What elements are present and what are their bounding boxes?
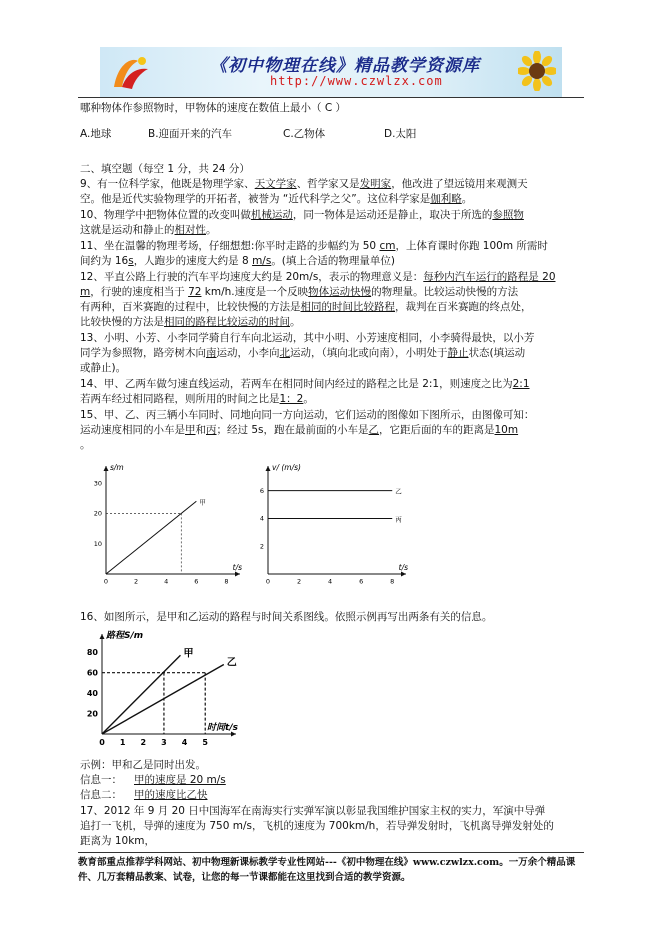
q9-answer-1: 天文学家 xyxy=(254,178,297,190)
series-label: 丙 xyxy=(395,515,402,524)
section-title: 二、填空题（每空 1 分，共 24 分） xyxy=(80,163,250,175)
y-tick-label: 40 xyxy=(86,689,98,699)
y-tick-label: 10 xyxy=(93,539,102,548)
q13-line3: 或静止)。 xyxy=(80,362,127,374)
footer-line-2: 件、几万套精品教案、试卷，让您的每一节课都能在这里找到合适的教学资源。 xyxy=(78,872,411,883)
y-axis-label: s/m xyxy=(110,463,124,472)
q10-line2: 这就是运动和静止的相对性。 xyxy=(80,224,217,236)
series-label: 甲 xyxy=(199,498,206,507)
y-tick-label: 6 xyxy=(259,486,264,495)
series-line xyxy=(106,501,196,574)
q16-info1: 信息一： 甲的速度是 20 m/s xyxy=(80,773,284,788)
x-tick-label: 3 xyxy=(161,738,167,747)
sunflower-icon xyxy=(518,51,556,91)
q15-answer-4: 10m xyxy=(494,424,519,436)
site-logo-icon xyxy=(108,53,152,93)
q15-answer-1: 甲 xyxy=(185,424,196,436)
x-tick-label: 4 xyxy=(328,577,333,586)
x-tick-label: 4 xyxy=(181,738,188,747)
q10-answer-3: 相对性 xyxy=(174,224,206,236)
series-line xyxy=(102,655,180,734)
q15-line3: 。 xyxy=(80,439,91,451)
y-tick-label: 80 xyxy=(86,648,98,658)
q9-line2: 空。他是近代实验物理学的开拓者，被誉为 “近代科学之父”。这位科学家是伽利略。 xyxy=(80,193,473,205)
q11-answer-3: m/s xyxy=(252,255,272,267)
q12-line3: 有两种，百米赛跑的过程中，比较快慢的方法是相同的时间比较路程，裁判在百米赛跑的终点处， xyxy=(80,301,532,313)
q13-answer-3: 静止 xyxy=(447,347,469,359)
q17-line1: 17、2012 年 9 月 20 日中国海军在南海实行实弹军演以彰显我国维护国家主权的实力，军演中导弹 xyxy=(80,805,546,817)
y-axis-arrow-icon xyxy=(104,466,109,471)
q12-answer-3: 物体运动快慢 xyxy=(308,286,372,298)
q12-answer-2: 72 xyxy=(188,286,202,298)
y-axis-label: 路程S/m xyxy=(106,631,144,641)
q12-line1: 12、平直公路上行驶的汽车平均速度大约是 20m/s，表示的物理意义是：每秒内汽车运行的路程是 20 xyxy=(80,271,556,283)
q16-info2: 信息二： 甲的速度比乙快 xyxy=(80,788,309,803)
x-axis-label: 时间t/s xyxy=(207,723,238,733)
series-label: 甲 xyxy=(183,648,194,660)
q16-example: 示例：甲和乙是同时出发。 xyxy=(80,759,206,771)
x-tick-label: 4 xyxy=(164,577,169,586)
q14-answer-2: 1：2 xyxy=(279,393,304,405)
x-tick-label: 8 xyxy=(224,577,229,586)
x-tick-label: 0 xyxy=(103,577,109,586)
x-tick-label: 2 xyxy=(140,738,147,747)
q12-answer-4: 相同的时间比较路程 xyxy=(300,301,395,313)
footer-rule xyxy=(78,852,584,853)
q9-line1: 9、有一位科学家，他既是物理学家、天文学家、哲学家又是发明家，他改进了望远镜用来观测天 xyxy=(80,178,528,190)
y-axis-label: v/ (m/s) xyxy=(272,463,301,472)
y-tick-label: 4 xyxy=(259,514,264,523)
q14-line2: 若两车经过相同路程，则所用的时间之比是1：2。 xyxy=(80,393,314,405)
q11-answer-2: s xyxy=(128,255,134,267)
x-tick-label: 0 xyxy=(99,738,105,747)
y-axis-arrow-icon xyxy=(100,634,105,639)
x-tick-label: 2 xyxy=(134,577,139,586)
x-axis-arrow-icon xyxy=(401,572,406,577)
q9-answer-3: 伽利略 xyxy=(430,193,462,205)
y-tick-label: 30 xyxy=(93,479,102,488)
series-label: 乙 xyxy=(226,657,237,669)
q17-line3: 距离为 10km， xyxy=(80,835,156,847)
x-tick-label: 8 xyxy=(390,577,395,586)
q15-line1: 15、甲、乙、丙三辆小车同时、同地向同一方向运动，它们运动的图像如下图所示，由图像可知： xyxy=(80,409,535,421)
y-tick-label: 60 xyxy=(86,668,98,678)
q13-answer-2: 北 xyxy=(279,347,290,359)
q8-stem: 哪种物体作参照物时，甲物体的速度在数值上最小（ C ） xyxy=(80,102,347,114)
chart-v-t-yi-bing xyxy=(248,458,416,586)
q9-answer-2: 发明家 xyxy=(359,178,392,190)
q16-line1: 16、如图所示，是甲和乙运动的路程与时间关系图线。依照示例再写出两条有关的信息。 xyxy=(80,611,493,623)
q8-option-c: C.乙物体 xyxy=(283,128,326,140)
x-tick-label: 2 xyxy=(296,577,302,586)
banner-url[interactable]: http://www.czwlzx.com xyxy=(270,74,443,88)
x-tick-label: 5 xyxy=(202,738,209,747)
q10-answer-1: 机械运动 xyxy=(250,209,293,221)
y-tick-label: 20 xyxy=(93,509,102,518)
q16-answer-2: 甲的速度比乙快 xyxy=(134,789,208,801)
q16-answer-1: 甲的速度是 20 m/s xyxy=(134,774,226,786)
q8-option-d: D.太阳 xyxy=(384,128,417,140)
q12-answer-1: 每秒内汽车运行的路程是 20 xyxy=(423,271,556,283)
q13-line1: 13、小明、小芳、小李同学骑自行车向北运动，其中小明、小芳速度相同，小李骑得最快，以小芳 xyxy=(80,332,535,344)
q12-answer-5: 相同的路程比较运动的时间 xyxy=(164,316,290,328)
y-tick-label: 20 xyxy=(86,709,98,719)
header-banner xyxy=(100,47,562,97)
x-tick-label: 6 xyxy=(359,577,364,586)
q15-answer-2: 丙 xyxy=(206,424,217,436)
q13-line2: 同学为参照物，路旁树木向南运动，小李向北运动，（填向北或向南），小明处于静止状态(填运动 xyxy=(80,347,526,359)
q11-line2: 间约为 16s，人跑步的速度大约是 8 m/s。(填上合适的物理量单位) xyxy=(80,255,396,267)
q11-answer-1: cm xyxy=(379,240,396,252)
q8-option-b: B.迎面开来的汽车 xyxy=(148,128,233,140)
q8-option-a: A.地球 xyxy=(80,128,112,140)
page-footer xyxy=(78,855,584,885)
q12-line2: m，行驶的速度相当于 72 km/h.速度是一个反映物体运动快慢的物理量。比较运动快慢的方法 xyxy=(80,286,519,298)
series-label: 乙 xyxy=(395,487,402,496)
chart-s-t-jia xyxy=(84,458,244,586)
x-tick-label: 6 xyxy=(194,577,199,586)
q14-answer-1: 2:1 xyxy=(512,378,530,390)
q15-answer-3: 乙 xyxy=(368,424,379,436)
footer-line-1: 教育部重点推荐学科网站、初中物理新课标教学专业性网站---《初中物理在线》www.czwlzx.com。一万余个精品课 xyxy=(78,857,576,868)
q10-line1: 10、物理学中把物体位置的改变叫做机械运动，同一物体是运动还是静止，取决于所选的参照物 xyxy=(80,209,524,221)
x-axis-label: t/s xyxy=(232,563,242,572)
q13-answer-1: 南 xyxy=(206,347,217,359)
x-tick-label: 0 xyxy=(265,577,271,586)
x-axis-arrow-icon xyxy=(235,572,240,577)
q11-line1: 11、坐在温馨的物理考场，仔细想想:你平时走路的步幅约为 50 cm，上体育课时你跑 100m 所需时 xyxy=(80,240,548,252)
chart-distance-time xyxy=(80,630,245,756)
q15-line2: 运动速度相同的小车是甲和丙；经过 5s，跑在最前面的小车是乙，它距后面的车的距离是10m xyxy=(80,424,519,436)
x-axis-label: t/s xyxy=(398,563,408,572)
q17-line2: 追打一飞机，导弹的速度为 750 m/s，飞机的速度为 700km/h，若导弹发射时，飞机离导弹发射处的 xyxy=(80,820,554,832)
q14-line1: 14、甲、乙两车做匀速直线运动，若两车在相同时间内经过的路程之比是 2:1，则速度之比为2:1 xyxy=(80,378,530,390)
q10-answer-2: 参照物 xyxy=(492,209,524,221)
y-axis-arrow-icon xyxy=(266,466,271,471)
y-tick-label: 2 xyxy=(259,542,264,551)
x-tick-label: 1 xyxy=(119,738,126,747)
banner-title: 《初中物理在线》精品教学资源库 xyxy=(210,56,480,76)
header-rule xyxy=(78,97,584,98)
q12-line4: 比较快慢的方法是相同的路程比较运动的时间。 xyxy=(80,316,301,328)
